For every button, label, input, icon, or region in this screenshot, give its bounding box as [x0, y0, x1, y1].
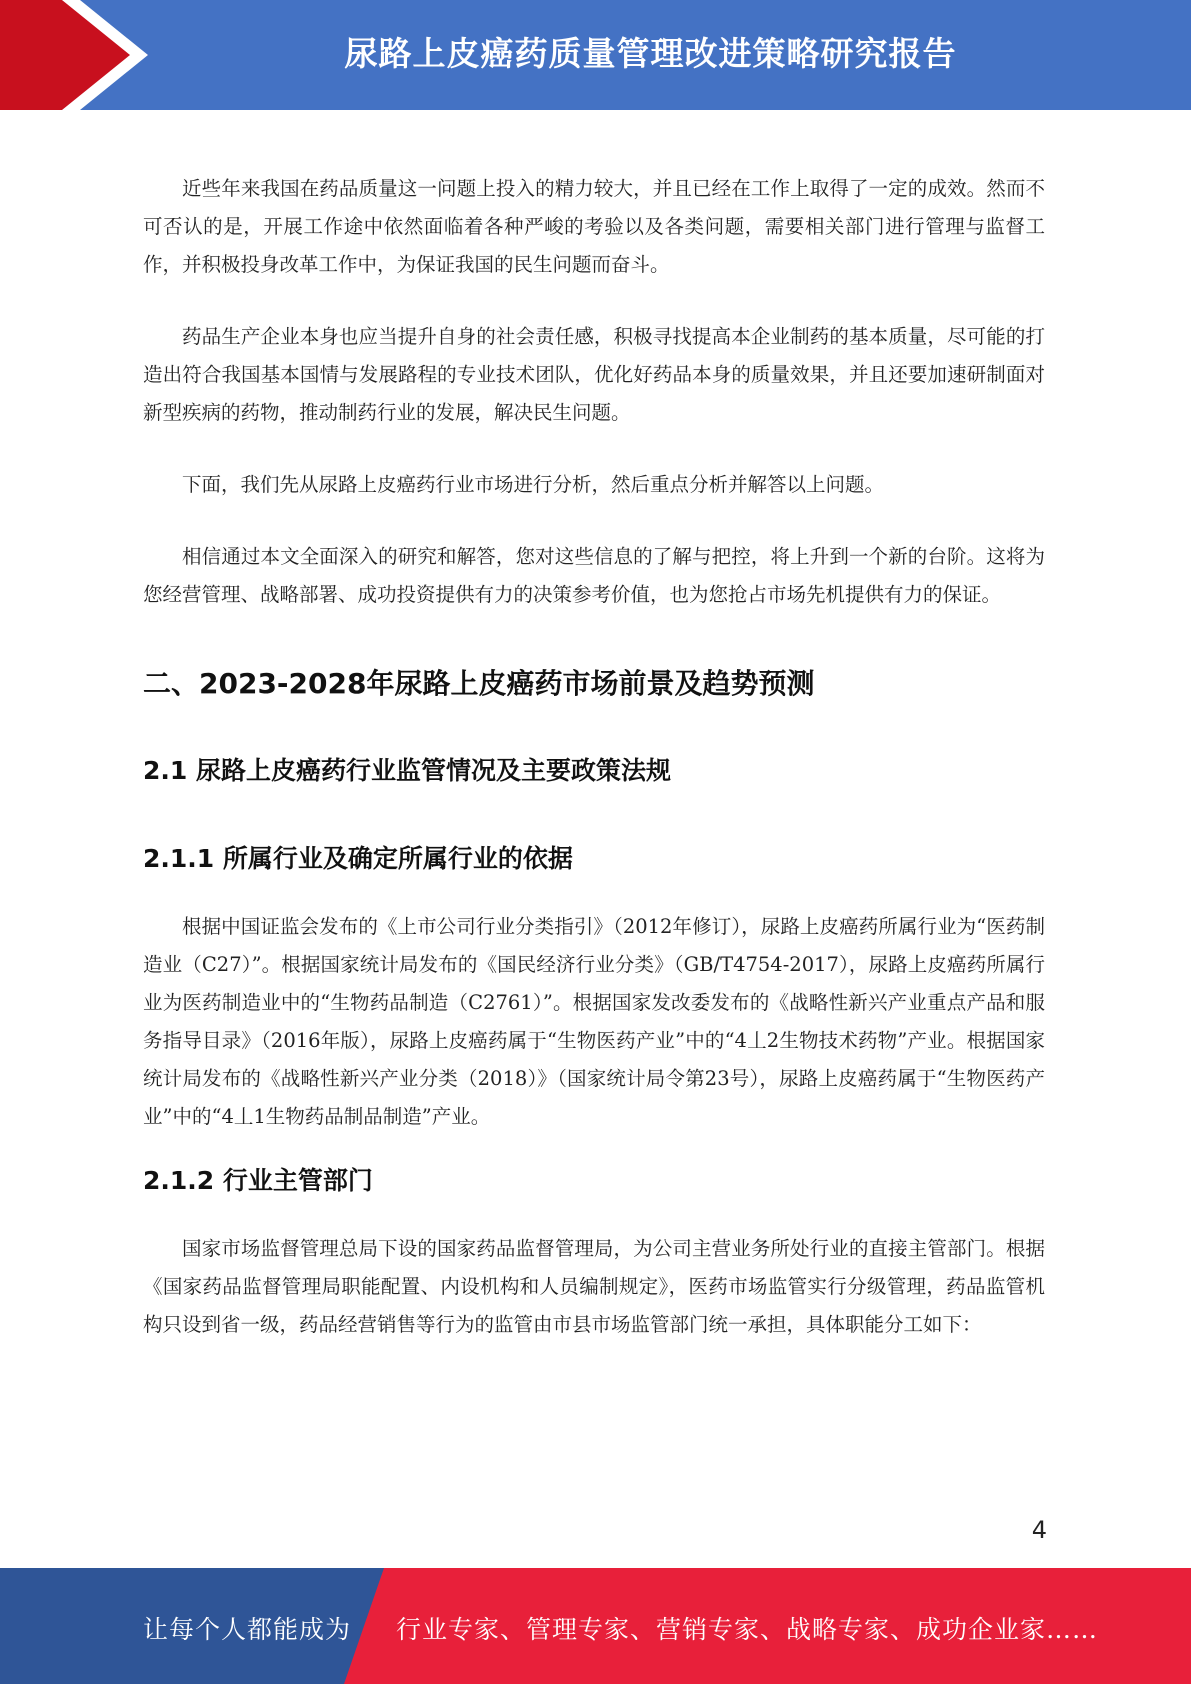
regulatory-authority-paragraph: 国家市场监督管理总局下设的国家药品监督管理局，为公司主营业务所处行业的直接主管部门。根据《国家药品监督管理局职能配置、内设机构和人员编制规定》，医药市场监管实行分级管理，药品监管机构只设到省一级，药品经营销售等行为的监管由市县市场监管部门统一承担，具体职能分工如下：	[143, 1237, 1045, 1336]
intro-paragraph-2: 药品生产企业本身也应当提升自身的社会责任感，积极寻找提高本企业制药的基本质量，尽可能的打造出符合我国基本国情与发展路程的专业技术团队，优化好药品本身的质量效果，并且还要加速研制面对新型疾病的药物，推动制药行业的发展，解决民生问题。	[143, 325, 1045, 424]
intro-paragraph-4: 相信通过本文全面深入的研究和解答，您对这些信息的了解与把控，将上升到一个新的台阶。这将为您经营管理、战略部署、成功投资提供有力的决策参考价值，也为您抢占市场先机提供有力的保证。	[143, 545, 1045, 606]
page-footer	[0, 1568, 1191, 1684]
intro-paragraph-3: 下面，我们先从尿路上皮癌药行业市场进行分析，然后重点分析并解答以上问题。	[182, 473, 885, 496]
main-content	[143, 170, 1045, 1344]
footer-slogan-right: 行业专家、管理专家、营销专家、战略专家、成功企业家……	[396, 1615, 1099, 1644]
footer-slogan-left: 让每个人都能成为	[143, 1615, 352, 1644]
subsection-heading: 2.1 尿路上皮癌药行业监管情况及主要政策法规	[143, 756, 671, 785]
industry-classification-paragraph: 根据中国证监会发布的《上市公司行业分类指引》（2012年修订），尿路上皮癌药所属行业为“医药制造业（C27）”。根据国家统计局发布的《国民经济行业分类》（GB/T4754-2017），尿路上皮癌药所属行业为医药制造业中的“生物药品制造（C2761）”。根据国家发改委发布的《战略性新兴产业重点产品和服务指导目录》（2016年版），尿路上皮癌药属于“生物医药产业”中的“4丄2生物技术药物”产业。根据国家统计局发布的《战略性新兴产业分类（2018）》（国家统计局令第23号），尿路上皮癌药属于“生物医药产业”中的“4丄1生物药品制品制造”产业。	[143, 915, 1045, 1128]
subsubsection-heading-2: 2.1.2 行业主管部门	[143, 1166, 373, 1195]
page-number: 4	[1031, 1516, 1047, 1544]
subsubsection-heading-1: 2.1.1 所属行业及确定所属行业的依据	[143, 844, 573, 873]
section-heading: 二、2023-2028年尿路上皮癌药市场前景及趋势预测	[143, 667, 815, 700]
intro-paragraph-1: 近些年来我国在药品质量这一问题上投入的精力较大，并且已经在工作上取得了一定的成效。然而不可否认的是，开展工作途中依然面临着各种严峻的考验以及各类问题，需要相关部门进行管理与监督工作，并积极投身改革工作中，为保证我国的民生问题而奋斗。	[143, 177, 1045, 276]
report-title: 尿路上皮癌药质量管理改进策略研究报告	[344, 34, 957, 73]
page-header	[0, 0, 1191, 110]
